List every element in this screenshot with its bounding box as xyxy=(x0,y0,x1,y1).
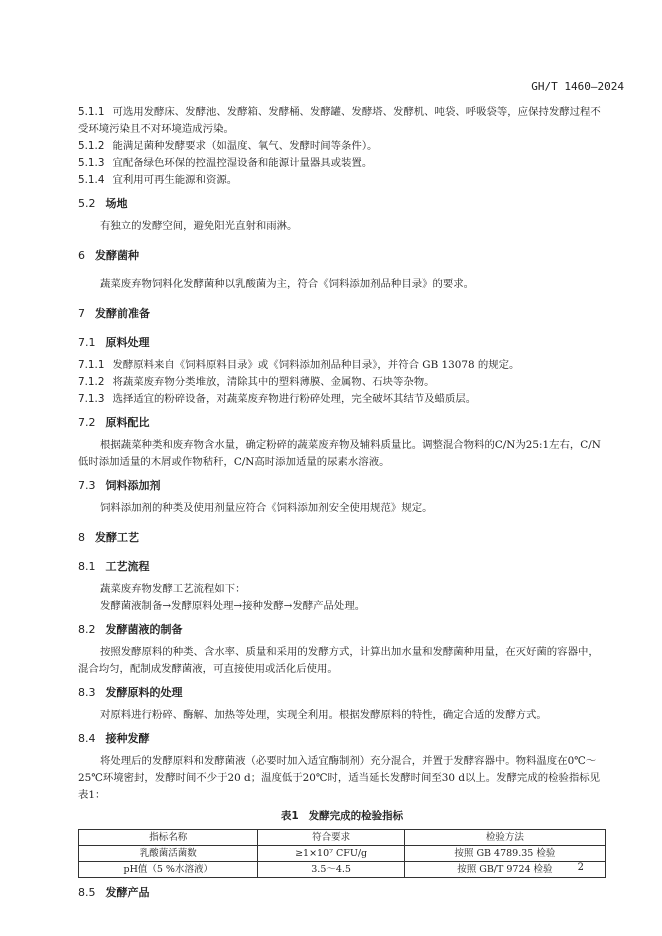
clause-7-1-1 xyxy=(78,357,606,374)
clause-number: 7.1.3 xyxy=(78,393,105,405)
section-number: 7.1 xyxy=(78,336,96,349)
clause-number: 5.1.3 xyxy=(78,157,105,169)
section-number: 8.3 xyxy=(78,686,96,699)
clause-text: 选择适宜的粉碎设备，对蔬菜废弃物进行粉碎处理，完全破坏其结节及蜡质层。 xyxy=(112,393,477,405)
table-cell: 乳酸菌活菌数 xyxy=(79,846,258,862)
section-6-text: 蔬菜废弃物饲料化发酵菌种以乳酸菌为主，符合《饲料添加剂品种目录》的要求。 xyxy=(100,278,475,290)
section-heading-8 xyxy=(78,529,606,546)
table-cell: ≥1×10⁷ CFU/g xyxy=(258,846,404,862)
clause-7-1-3 xyxy=(78,391,606,408)
section-8-4-text: 将处理后的发酵原料和发酵菌液（必要时加入适宜酶制剂）充分混合，并置于发酵容器中。物料温度在0℃～25℃环境密封，发酵时间不少于20 d；温度低于20℃时，适当延长发酵时间至30 d以上。发酵完成的检验指标见表1： xyxy=(78,755,601,801)
section-title: 发酵产品 xyxy=(105,886,150,899)
standard-code: GH/T 1460—2024 xyxy=(531,80,624,93)
section-title: 发酵原料的处理 xyxy=(105,686,183,699)
clause-text: 将蔬菜废弃物分类堆放，清除其中的塑料薄膜、金属物、石块等杂物。 xyxy=(112,376,435,388)
section-title: 发酵前准备 xyxy=(95,307,150,320)
section-heading-8-2 xyxy=(78,621,606,638)
section-number: 7.3 xyxy=(78,479,96,492)
section-title: 原料配比 xyxy=(105,416,150,429)
table-header-row xyxy=(79,830,606,846)
section-heading-7-1 xyxy=(78,334,606,351)
section-5-2-text: 有独立的发酵空间，避免阳光直射和雨淋。 xyxy=(100,220,298,232)
table-title xyxy=(78,808,606,823)
section-7-2-text: 根据蔬菜种类和废弃物含水量，确定粉碎的蔬菜废弃物及辅料质量比。调整混合物料的C/N为25:1左右，C/N低时添加适量的木屑或作物秸秆，C/N高时添加适量的尿素水溶液。 xyxy=(78,439,601,468)
section-number: 5.2 xyxy=(78,197,96,210)
clause-5-1-3 xyxy=(78,155,606,172)
section-number: 7.2 xyxy=(78,416,96,429)
clause-text: 发酵原料来自《饲料原料目录》或《饲料添加剂品种目录》，并符合 GB 13078 的规定。 xyxy=(112,359,520,371)
section-heading-7 xyxy=(78,305,606,322)
section-8-1-flow: 发酵菌液制备→发酵原料处理→接种发酵→发酵产品处理。 xyxy=(100,600,366,612)
section-heading-5-2 xyxy=(78,195,606,212)
section-8-3-text: 对原料进行粉碎、酶解、加热等处理，实现全利用。根据发酵原料的特性，确定合适的发酵方式。 xyxy=(100,709,547,721)
section-heading-7-2 xyxy=(78,414,606,431)
section-number: 6 xyxy=(78,249,85,262)
clause-text: 能满足菌种发酵要求（如温度、氧气、发酵时间等条件）。 xyxy=(112,140,378,152)
clause-text: 宜利用可再生能源和资源。 xyxy=(112,174,238,186)
section-title: 发酵工艺 xyxy=(95,531,139,544)
clause-number: 7.1.2 xyxy=(78,376,105,388)
section-heading-7-3 xyxy=(78,477,606,494)
table-header-cell: 符合要求 xyxy=(258,830,404,846)
clause-number: 5.1.1 xyxy=(78,106,105,118)
clause-5-1-4 xyxy=(78,172,606,189)
clause-5-1-1 xyxy=(78,104,606,138)
section-number: 7 xyxy=(78,307,85,320)
table-cell: pH值（5 %水溶液） xyxy=(79,862,258,878)
section-8-2-text: 按照发酵原料的种类、含水率、质量和采用的发酵方式，计算出加水量和发酵菌种用量，在灭好菌的容器中，混合均匀，配制成发酵菌液，可直接使用或活化后使用。 xyxy=(78,646,599,675)
section-number: 8.5 xyxy=(78,886,96,899)
section-8-1-line1: 蔬菜废弃物发酵工艺流程如下： xyxy=(100,583,246,595)
clause-number: 5.1.2 xyxy=(78,140,105,152)
section-heading-6 xyxy=(78,247,606,264)
clause-number: 7.1.1 xyxy=(78,359,105,371)
clause-text: 可选用发酵床、发酵池、发酵箱、发酵桶、发酵罐、发酵塔、发酵机、吨袋、呼吸袋等，应保持发酵过程不受环境污染且不对环境造成污染。 xyxy=(78,106,601,135)
table-cell: 按照 GB/T 9724 检验 xyxy=(404,862,605,878)
section-number: 8.4 xyxy=(78,732,96,745)
section-heading-8-3 xyxy=(78,684,606,701)
section-number: 8 xyxy=(78,531,85,544)
section-title: 发酵菌种 xyxy=(95,249,139,262)
section-heading-8-4 xyxy=(78,730,606,747)
table-number: 表1 xyxy=(280,810,299,822)
section-title: 饲料添加剂 xyxy=(105,479,161,492)
table-cell: 按照 GB 4789.35 检验 xyxy=(404,846,605,862)
table-caption: 发酵完成的检验指标 xyxy=(308,810,404,822)
section-title: 场地 xyxy=(105,197,128,210)
table-cell: 3.5～4.5 xyxy=(258,862,404,878)
section-number: 8.1 xyxy=(78,560,96,573)
table-row xyxy=(79,846,606,862)
section-title: 原料处理 xyxy=(105,336,150,349)
page-number: 2 xyxy=(577,862,584,873)
section-title: 接种发酵 xyxy=(105,732,150,745)
inspection-table xyxy=(78,829,606,878)
section-title: 发酵菌液的制备 xyxy=(105,623,183,636)
table-row xyxy=(79,862,606,878)
table-header-cell: 检验方法 xyxy=(404,830,605,846)
clause-text: 宜配备绿色环保的控温控湿设备和能源计量器具或装置。 xyxy=(112,157,373,169)
section-title: 工艺流程 xyxy=(105,560,150,573)
section-7-3-text: 饲料添加剂的种类及使用剂量应符合《饲料添加剂安全使用规范》规定。 xyxy=(100,502,433,514)
section-heading-8-1 xyxy=(78,558,606,575)
clause-7-1-2 xyxy=(78,374,606,391)
clause-number: 5.1.4 xyxy=(78,174,105,186)
section-heading-8-5 xyxy=(78,884,606,901)
document-body xyxy=(78,104,606,901)
clause-5-1-2 xyxy=(78,138,606,155)
section-number: 8.2 xyxy=(78,623,96,636)
table-header-cell: 指标名称 xyxy=(79,830,258,846)
